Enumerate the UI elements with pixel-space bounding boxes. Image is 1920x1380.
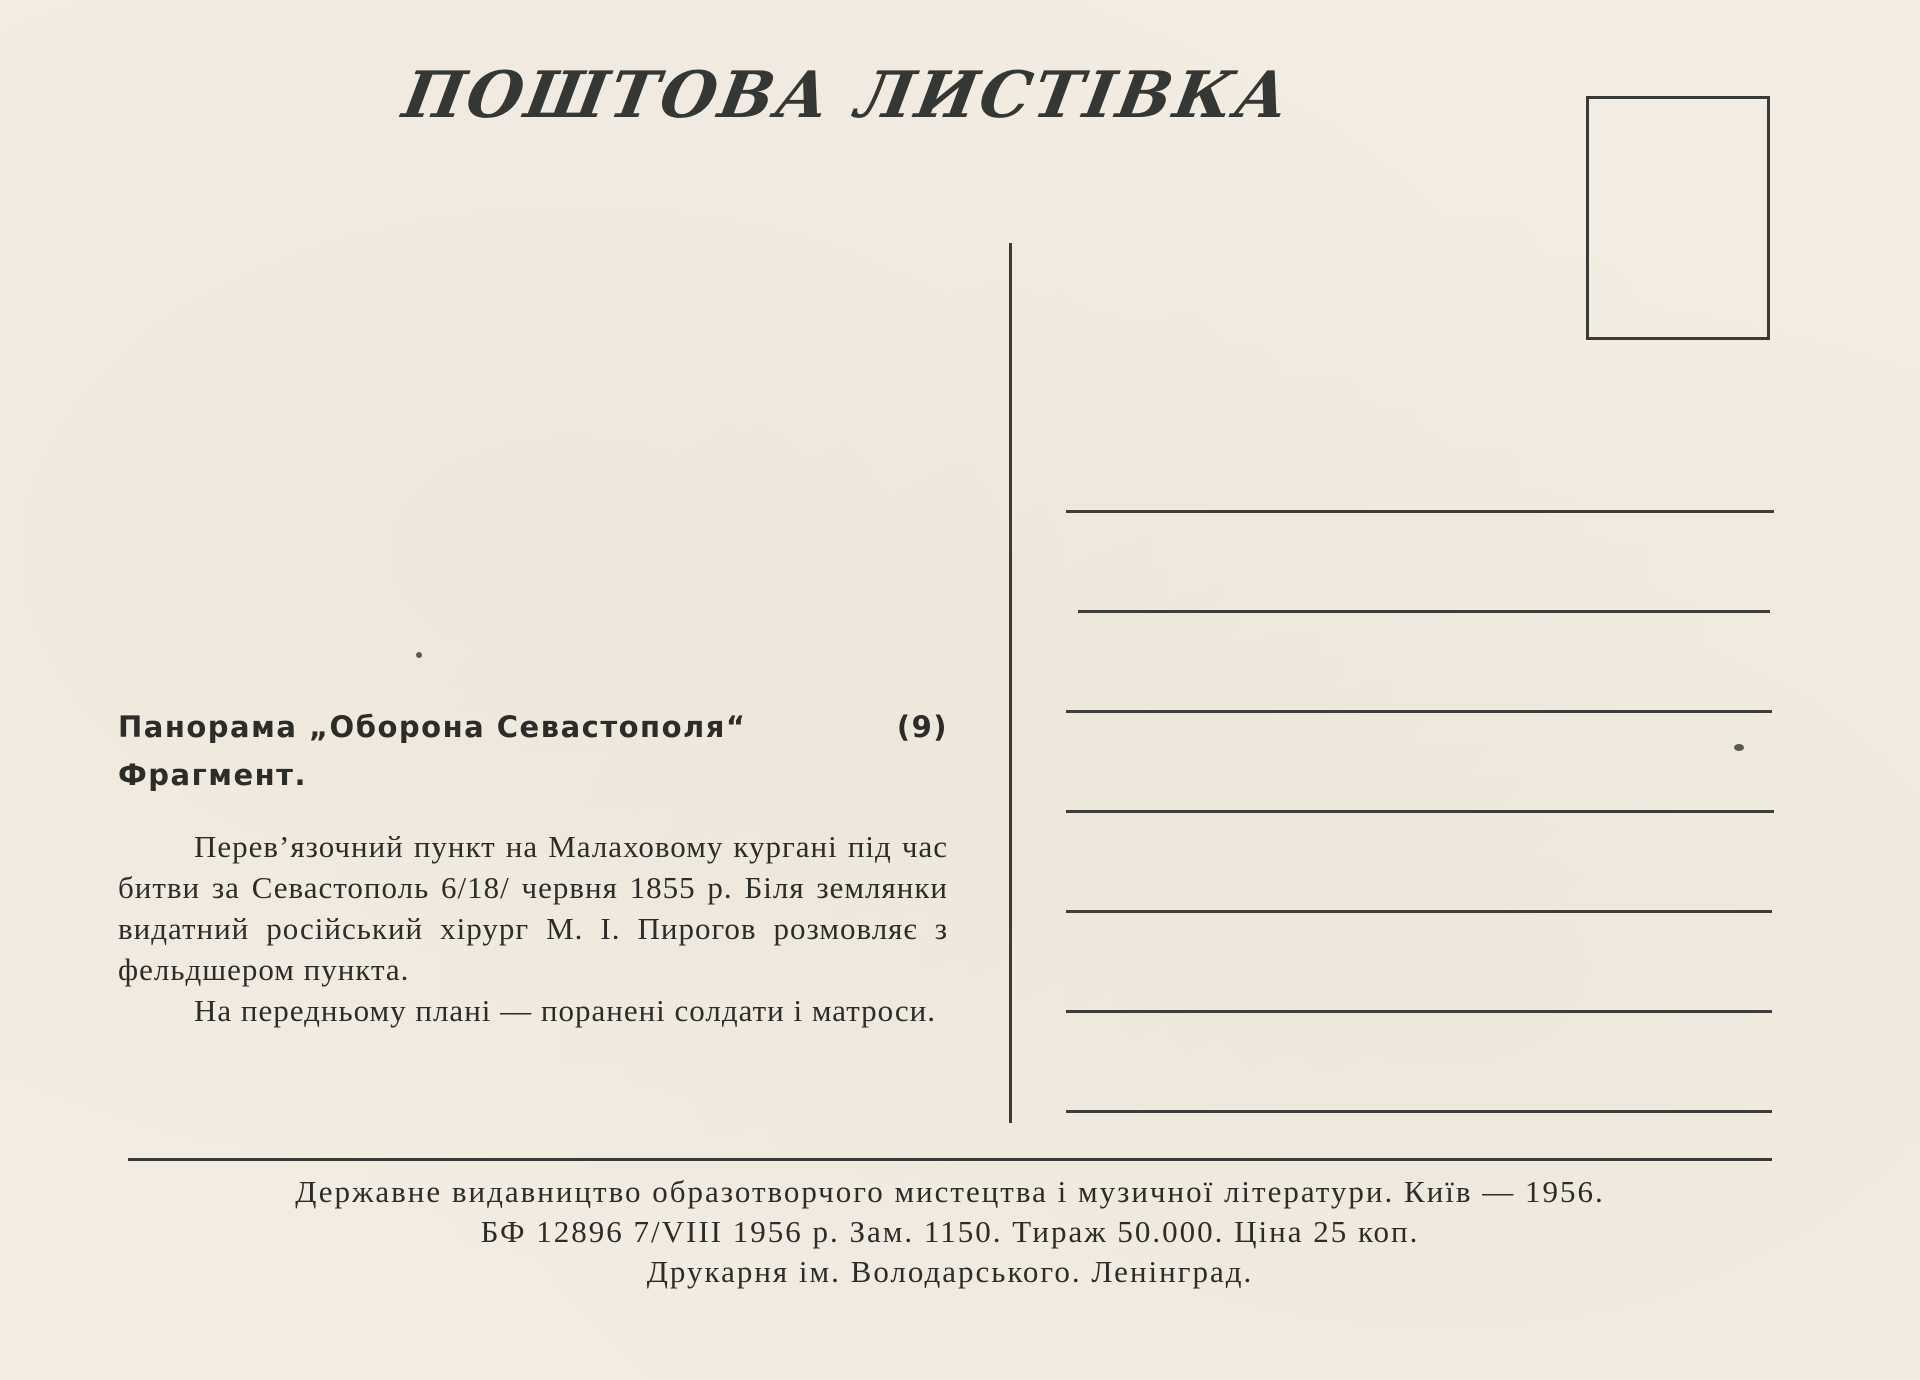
address-line (1066, 1110, 1772, 1113)
address-line (1066, 810, 1774, 813)
paper-speck (416, 652, 422, 658)
caption-body (118, 826, 948, 1031)
imprint-line-2: БФ 12896 7/VIII 1956 р. Зам. 1150. Тираж 50.000. Ціна 25 коп. (480, 1214, 1420, 1249)
caption-number: (9) (896, 710, 948, 744)
address-line (1066, 710, 1772, 713)
caption-paragraph-2: На передньому плані — поранені солдати і матроси. (194, 993, 937, 1028)
caption-heading-block (118, 710, 948, 806)
caption-subheading: Фрагмент. (118, 758, 307, 792)
address-line (1066, 910, 1772, 913)
imprint-line-1: Державне видавництво образотворчого мистецтва і музичної літератури. Київ — 1956. (295, 1174, 1605, 1209)
caption-heading: Панорама „Оборона Севастополя“ (118, 710, 747, 744)
vertical-divider (1009, 243, 1012, 1123)
stamp-box (1586, 96, 1770, 340)
postcard-title: ПОШТОВА ЛИСТІВКА (397, 58, 1298, 133)
address-line (1066, 1010, 1772, 1013)
address-line (1078, 610, 1770, 613)
paper-speck (1734, 744, 1744, 751)
imprint-line-3: Друкарня ім. Володарського. Ленінград. (646, 1254, 1254, 1289)
footer-rule (128, 1158, 1772, 1161)
caption-paragraph-1: Перев’язочний пункт на Малаховому кургані під час битви за Севастополь 6/18/ червня 1855 р. Біля землянки видатний російський хірург М. І. Пирогов розмовляє з фельдшером пункта. (118, 829, 948, 987)
publisher-imprint (100, 1172, 1800, 1292)
address-line (1066, 510, 1774, 513)
